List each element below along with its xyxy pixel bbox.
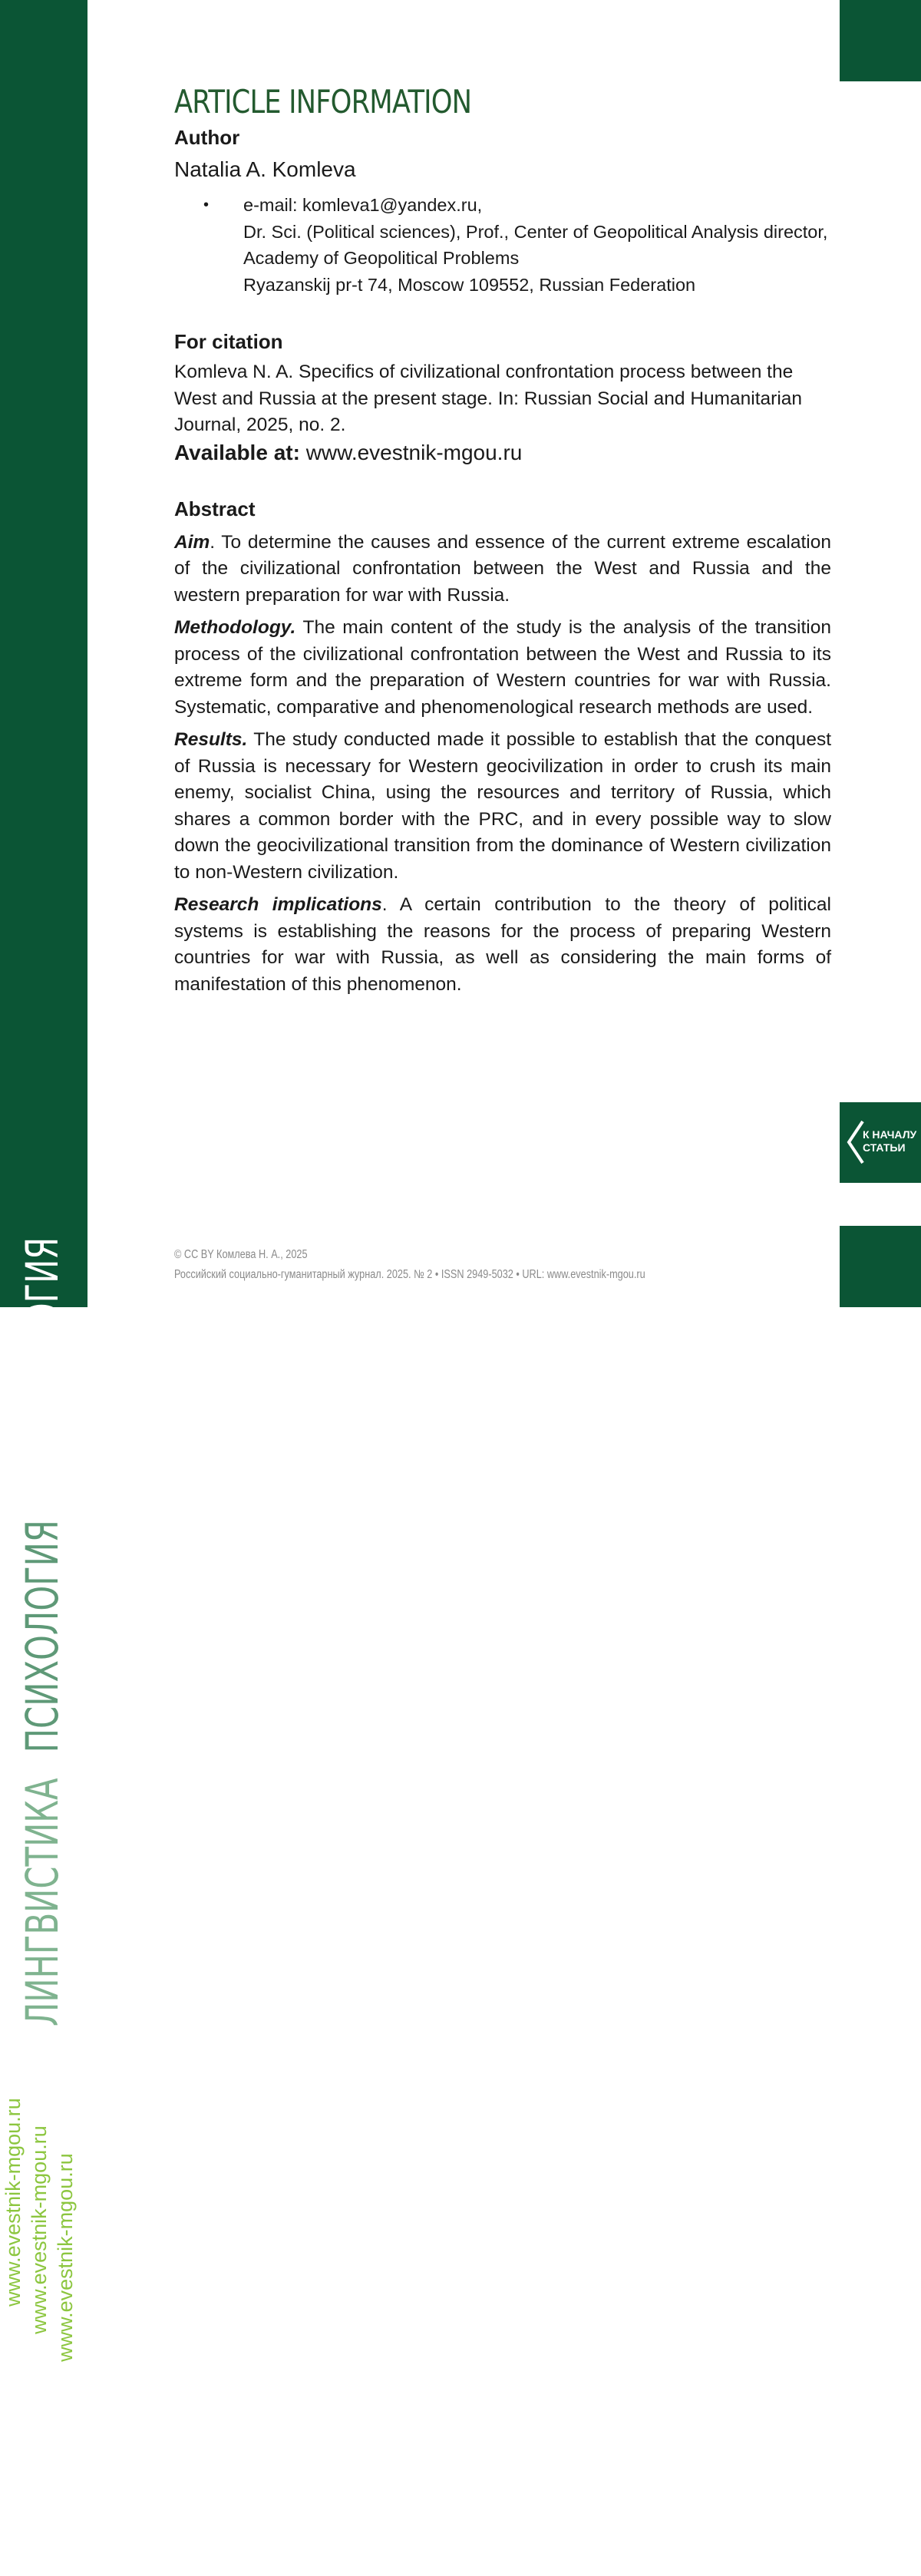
results-label: Results. (174, 729, 248, 750)
sidebar-url[interactable]: www.evestnik-mgou.ru (54, 2153, 77, 2362)
implications-label: Research implications (174, 894, 382, 915)
author-organization: Academy of Geopolitical Problems (243, 248, 520, 268)
sidebar-url-row-2 (28, 2125, 51, 2548)
page-title: ARTICLE INFORMATION (174, 83, 472, 121)
abstract-heading: Abstract (174, 497, 256, 520)
author-heading: Author (174, 126, 240, 149)
abstract-implications (174, 892, 831, 998)
sidebar-url[interactable]: www.evestnik-mgou.ru (2, 2312, 25, 2521)
sidebar-rotated-content (0, 1220, 87, 2576)
results-text: The study conducted made it possible to establish that the conquest of Russia is necessary for Western geocivilization in order to crush its main enemy, socialist China, using the resources and territory of Russia, which shares a common border with the PRC, and in every possible way to slow down the geocivilizational transition from the dominance of Western civilization to non-Western civilization. (174, 729, 831, 883)
corner-tab-bottom (840, 1226, 921, 1307)
subject-psychology: ПСИХОЛОГИЯ (16, 1520, 68, 1753)
bullet-icon: • (203, 197, 210, 213)
abstract-results (174, 727, 831, 886)
back-to-article-start-button[interactable] (840, 1102, 921, 1183)
available-url[interactable]: www.evestnik-mgou.ru (305, 440, 523, 464)
sidebar-subjects (17, 1237, 68, 2026)
abstract-methodology (174, 615, 831, 721)
citation-heading: For citation (174, 330, 283, 353)
methodology-text: The main content of the study is the analysis of the transition process of the civilizational confrontation between the West and Russia to its extreme form and the preparation of Western countries for war with Russia. Systematic, comparative and phenomenological research methods are used. (174, 617, 831, 718)
sidebar-url[interactable]: www.evestnik-mgou.ru (54, 2367, 77, 2576)
sidebar-url[interactable]: www.evestnik-mgou.ru (2, 2098, 25, 2307)
subject-political-science: ПОЛИТОЛОГИЯ (16, 1237, 68, 1494)
sidebar-url-row-1 (2, 2098, 25, 2521)
footer-license: © CC BY Комлева Н. А., 2025 (174, 1248, 308, 1261)
available-at (174, 439, 831, 467)
author-name: Natalia A. Komleva (174, 157, 356, 181)
available-label: Available at: (174, 440, 300, 464)
citation-text: Komleva N. A. Specifics of civilizational confrontation process between the West and Russia at the present stage. In: Russian Social and Humanitarian Journal, 2025, no. 2. (174, 362, 803, 435)
aim-text: . To determine the causes and essence of the current extreme escalation of the civilizational confrontation between the West and Russia and the western preparation for war with Russia. (174, 531, 831, 606)
implications-text: . A certain contribution to the theory of political systems is establishing the reasons for the process of preparing Western countries for war with Russia, as well as considering the main forms of manifestation of this phenomenon. (174, 894, 832, 995)
abstract-aim (174, 530, 831, 609)
aim-label: Aim (174, 531, 210, 553)
article-information (174, 80, 831, 1004)
author-email[interactable]: e-mail: komleva1@yandex.ru, (243, 195, 483, 215)
footer-journal-info: Российский социально-гуманитарный журнал. 2025. № 2 • ISSN 2949-5032 • URL: www.evestnik-mgou.ru (174, 1268, 645, 1281)
journal-sidebar (0, 0, 87, 2576)
methodology-label: Methodology. (174, 617, 296, 638)
author-address: Ryazanskij pr-t 74, Moscow 109552, Russian Federation (243, 274, 696, 295)
subject-linguistics: ЛИНГВИСТИКА (16, 1778, 68, 2026)
sidebar-url-row-3 (54, 2153, 78, 2576)
sidebar-url[interactable]: www.evestnik-mgou.ru (28, 2125, 51, 2334)
sidebar-url[interactable]: www.evestnik-mgou.ru (28, 2340, 51, 2548)
author-details (174, 192, 831, 298)
corner-tab-top (840, 0, 921, 81)
author-degree: Dr. Sci. (Political sciences), Prof., Center of Geopolitical Analysis director, (243, 221, 828, 242)
page-footer (174, 1245, 748, 1285)
back-button-label: К НАЧАЛУ СТАТЬИ (863, 1128, 917, 1154)
